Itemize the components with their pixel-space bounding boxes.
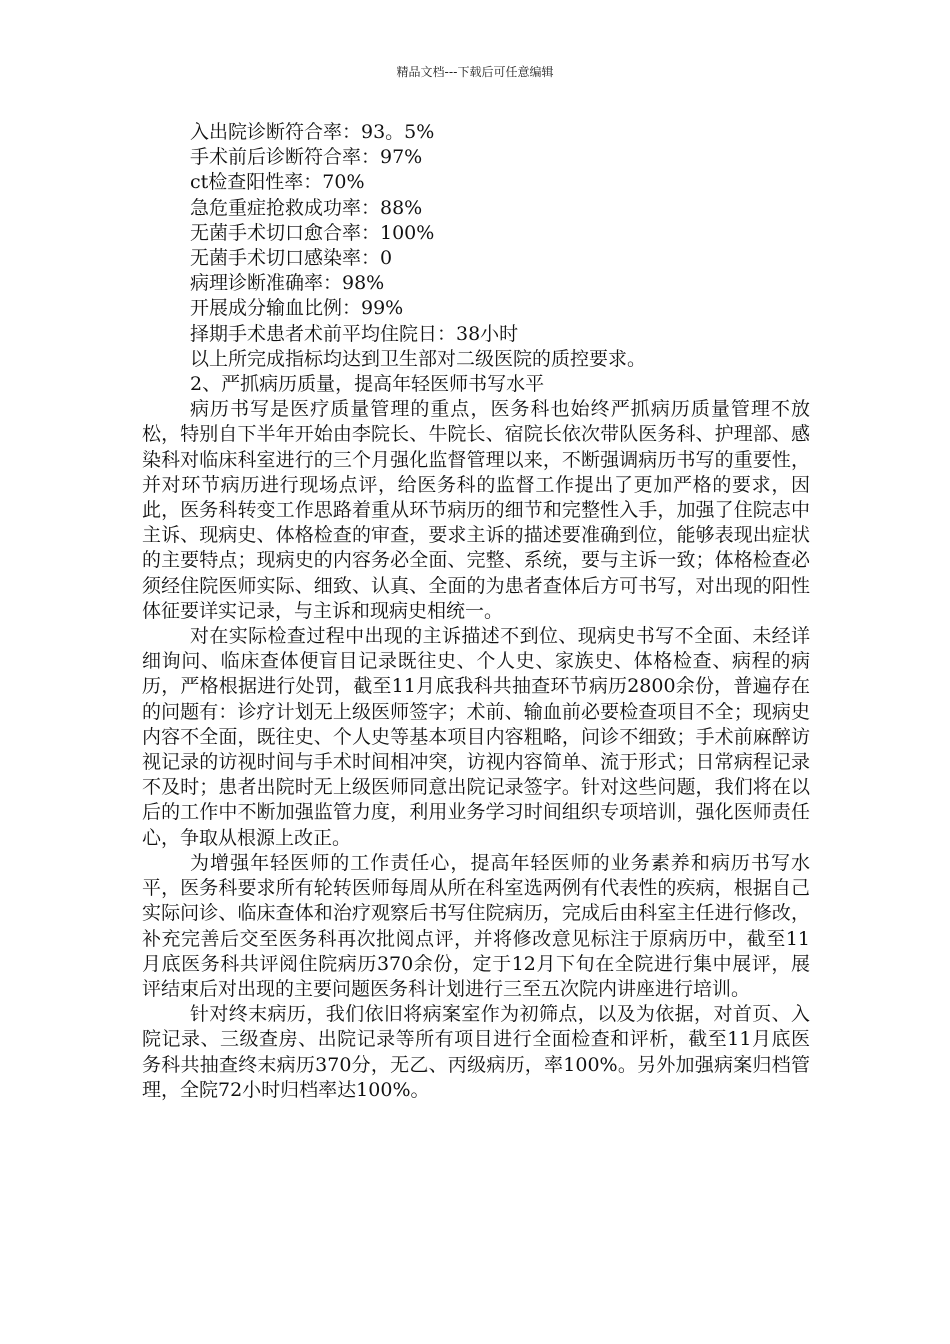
stat-incision-healing-rate: 无菌手术切口愈合率：100% <box>190 221 435 244</box>
stat-ct-positive-rate: ct检查阳性率：70% <box>190 171 365 194</box>
paragraph-final-records: 针对终末病历，我们依旧将病案室作为初筛点，以及为依据，对首页、入院记录、三级查房、出院记录等所有项目进行全面检查和评析，截至11月底医务科共抽查终末病历370分，无乙、丙级病历，率100%。另外加强病案归档管理，全院72小时归档率达100%。 <box>142 1003 810 1101</box>
document-body <box>142 120 810 1103</box>
stats-summary: 以上所完成指标均达到卫生部对二级医院的质控要求。 <box>190 347 647 370</box>
stat-preop-stay-days: 择期手术患者术前平均住院日：38小时 <box>190 322 519 345</box>
page-header: 精品文档---下载后可任意编辑 <box>396 65 554 79</box>
paragraph-inspection-issues: 对在实际检查过程中出现的主诉描述不到位、现病史书写不全面、未经详细询问、临床查体便盲目记录既往史、个人史、家族史、体格检查、病程的病历，严格根据进行处罚，截至11月底我科共抽查环节病历2800余份，普遍存在的问题有：诊疗计划无上级医师签字；术前、输血前必要检查项目不全；现病史内容不全面，既往史、个人史等基本项目内容粗略，问诊不细致；手术前麻醉访视记录的访视时间与手术时间相冲突，访视内容简单、流于形式；日常病程记录不及时；患者出院时无上级医师同意出院记录签字。针对这些问题，我们将在以后的工作中不断加强监管力度，利用业务学习时间组织专项培训，强化医师责任心，争取从根源上改正。 <box>142 625 810 849</box>
stat-surgery-diagnosis-rate: 手术前后诊断符合率：97% <box>190 146 423 169</box>
section-heading: 2、严抓病历质量，提高年轻医师书写水平 <box>190 373 545 396</box>
stat-emergency-rescue-rate: 急危重症抢救成功率：88% <box>190 196 423 219</box>
paragraph-record-writing: 病历书写是医疗质量管理的重点，医务科也始终严抓病历质量管理不放松，特别自下半年开始由李院长、牛院长、宿院长依次带队医务科、护理部、感染科对临床科室进行的三个月强化监督管理以来，不断强调病历书写的重要性，并对环节病历进行现场点评，给医务科的监督工作提出了更加严格的要求，因此，医务科转变工作思路着重从环节病历的细节和完整性入手，加强了住院志中主诉、现病史、体格检查的审查，要求主诉的描述要准确到位，能够表现出症状的主要特点；现病史的内容务必全面、完整、系统，要与主诉一致；体格检查必须经住院医师实际、细致、认真、全面的为患者查体后方可书写，对出现的阳性体征要详实记录，与主诉和现病史相统一。 <box>142 398 810 622</box>
paragraph-young-doctors: 为增强年轻医师的工作责任心，提高年轻医师的业务素养和病历书写水平，医务科要求所有轮转医师每周从所在科室选两例有代表性的疾病，根据自己实际问诊、临床查体和治疗观察后书写住院病历，完成后由科室主任进行修改，补充完善后交至医务科再次批阅点评，并将修改意见标注于原病历中，截至11月底医务科共评阅住院病历370余份，定于12月下旬在全院进行集中展评，展评结束后对出现的主要问题医务科计划进行三至五次院内讲座进行培训。 <box>142 851 810 1000</box>
stat-component-transfusion-rate: 开展成分输血比例：99% <box>190 297 404 320</box>
stat-pathology-accuracy-rate: 病理诊断准确率：98% <box>190 272 385 295</box>
stat-incision-infection-rate: 无菌手术切口感染率：0 <box>190 247 393 270</box>
stat-admission-diagnosis-rate: 入出院诊断符合率：93。5% <box>190 121 435 143</box>
